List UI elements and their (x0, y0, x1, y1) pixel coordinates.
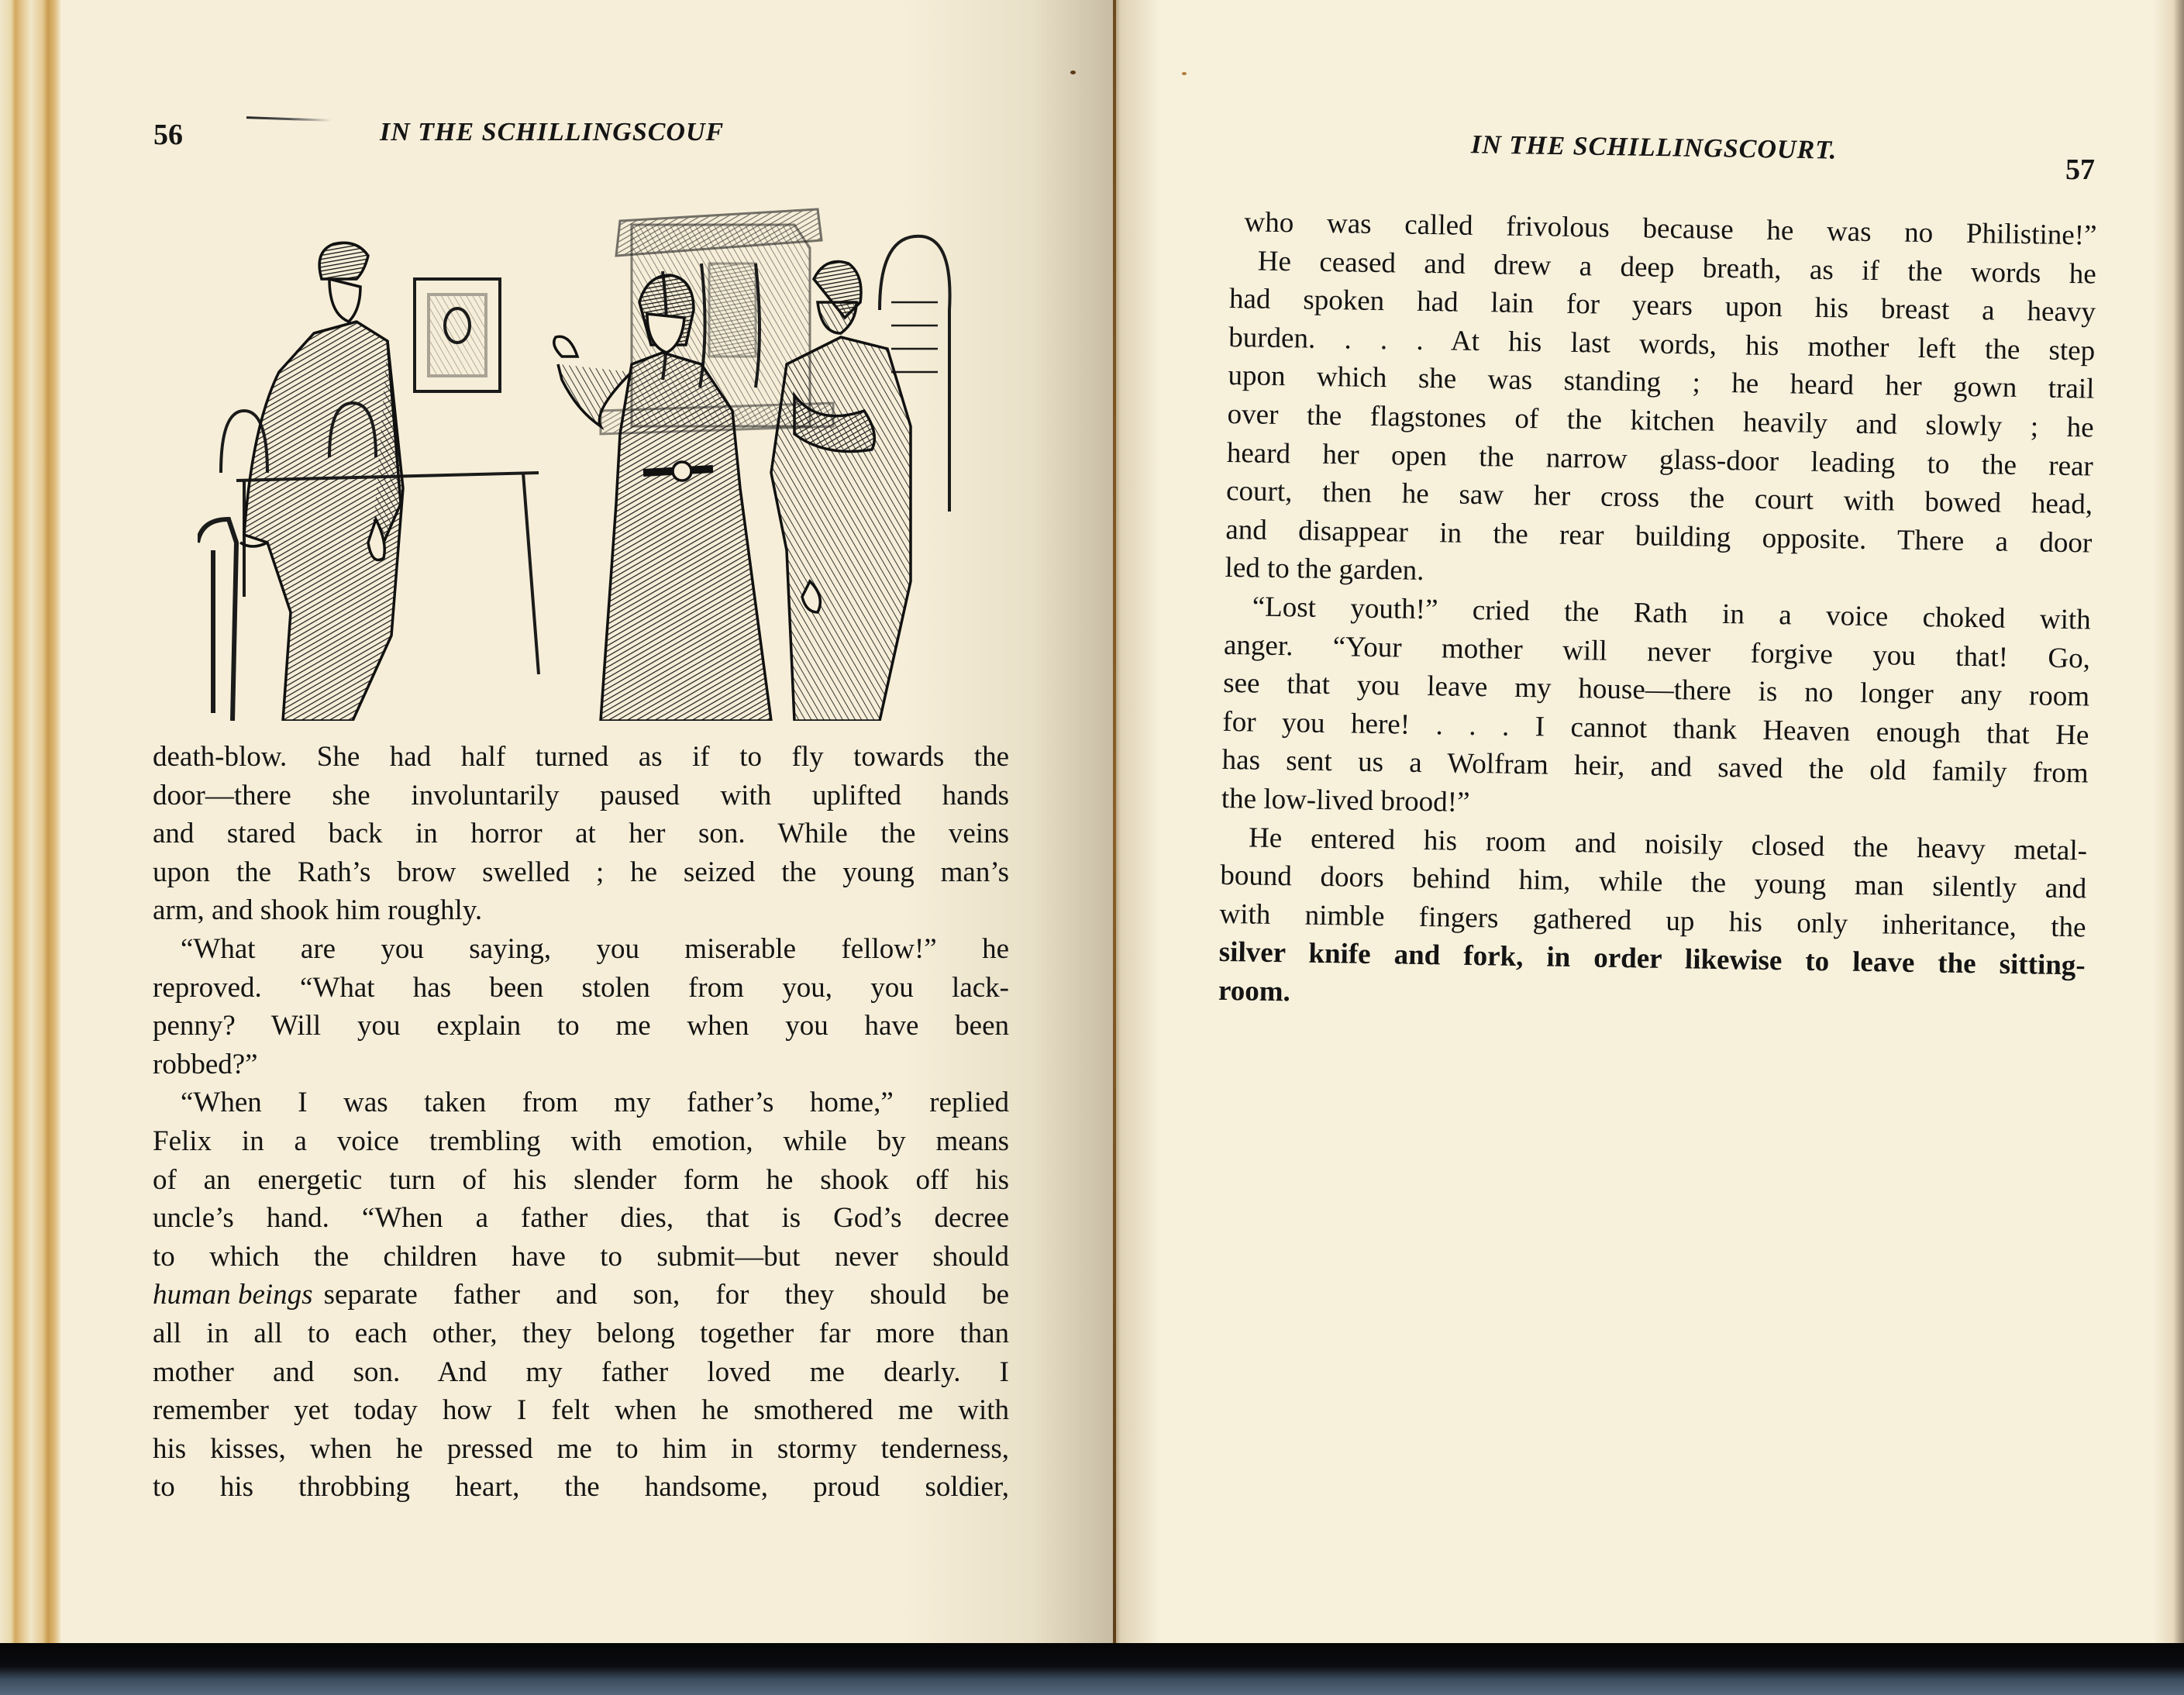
text-line: anger. “Your mother will never forgive you that! Go, (1223, 629, 2091, 675)
text-line: Felix in a voice trembling with emotion, while by means (153, 1125, 1009, 1157)
text-line: arm, and shook him roughly. (153, 894, 483, 927)
italic-phrase: human beings (153, 1279, 313, 1311)
paper-speck (1182, 72, 1187, 75)
text-line: his kisses, when he pressed me to him in stormy tenderness, (153, 1432, 1009, 1465)
text-line: He entered his room and noisily closed the heavy metal- (1248, 821, 2088, 866)
figure-young-man (240, 243, 403, 721)
left-page-body (153, 738, 1009, 1507)
illustration-engraving (198, 178, 1019, 721)
text-line: reproved. “What has been stolen from you, you lack- (153, 971, 1009, 1004)
running-head-right: IN THE SCHILLINGSCOURT. (1470, 130, 1838, 165)
text-line: silver knife and fork, in order likewise to leave the sitting- (1218, 936, 2086, 982)
text-line: death-blow. She had half turned as if to fly towards the (153, 741, 1009, 773)
text-line: penny? Will you explain to me when you have been (153, 1010, 1009, 1042)
running-head-left: IN THE SCHILLINGSCOUF (380, 118, 725, 146)
text-line: room. (1218, 974, 1291, 1008)
text-line: to his throbbing heart, the handsome, proud soldier, (153, 1471, 1009, 1504)
text-line: the low-lived brood!” (1221, 782, 1470, 818)
text-line: bound doors behind him, while the young man silently and (1220, 859, 2087, 905)
text-line: led to the garden. (1225, 552, 1424, 587)
page-number-left: 56 (153, 119, 183, 151)
text-line: court, then he saw her cross the court with bowed head, (1225, 475, 2093, 521)
text-line: uncle’s hand. “When a father dies, that is God’s decree (153, 1202, 1009, 1235)
text-line: burden. . . . At his last words, his mother left the step (1228, 321, 2096, 367)
right-page-body (1218, 203, 2097, 1024)
text-line: mother and son. And my father loved me dearly. I (153, 1356, 1009, 1388)
text-line: to which the children have to submit—but never should (153, 1240, 1009, 1273)
text-line: “What are you saying, you miserable fellow!” he (181, 932, 1009, 965)
text-line: for you here! . . . I cannot thank Heaven enough that He (1222, 705, 2089, 752)
text-line: upon which she was standing ; he heard her gown trail (1228, 360, 2095, 405)
text-line: of an energetic turn of his slender form he shook off his (153, 1163, 1009, 1196)
text-line: has sent us a Wolfram heir, and saved the old family from (1221, 744, 2089, 790)
text-line: and disappear in the rear building opposite. There a door (1225, 513, 2093, 560)
page-number-right: 57 (2065, 153, 2095, 186)
text-line: “When I was taken from my father’s home,” replied (181, 1087, 1009, 1119)
scanner-background (0, 1643, 2184, 1695)
text-line: see that you leave my house—there is no longer any room (1222, 667, 2090, 713)
text-line: door—there she involuntarily paused with uplifted hands (153, 779, 1009, 811)
text-line: who was called frivolous because he was no Philistine!” (1244, 206, 2097, 252)
text-line-with-italic (153, 1276, 1009, 1314)
paper-speck (1070, 71, 1076, 74)
text-line: heard her open the narrow glass-door leading to the rear (1226, 436, 2094, 483)
text-line: He ceased and drew a deep breath, as if the words he (1257, 245, 2097, 291)
text-line: all in all to each other, they belong together far more than (153, 1317, 1009, 1349)
text-line: over the flagstones of the kitchen heavily and slowly ; he (1227, 398, 2094, 444)
text-line: and stared back in horror at her son. While the veins (153, 818, 1009, 850)
text-line: had spoken had lain for years upon his breast a heavy (1228, 283, 2096, 329)
page-edges (0, 0, 60, 1647)
text-line: separate father and son, for they should be (323, 1279, 1009, 1311)
text-line: remember yet today how I felt when he smothered me with (153, 1394, 1009, 1427)
text-line: upon the Rath’s brow swelled ; he seized the young man’s (153, 856, 1009, 888)
text-line: “Lost youth!” cried the Rath in a voice choked with (1252, 591, 2092, 636)
text-line: robbed?” (153, 1048, 258, 1080)
book-gutter (1113, 0, 1116, 1647)
text-line: with nimble fingers gathered up his only inheritance, the (1219, 897, 2086, 944)
picture-frame (415, 279, 500, 391)
